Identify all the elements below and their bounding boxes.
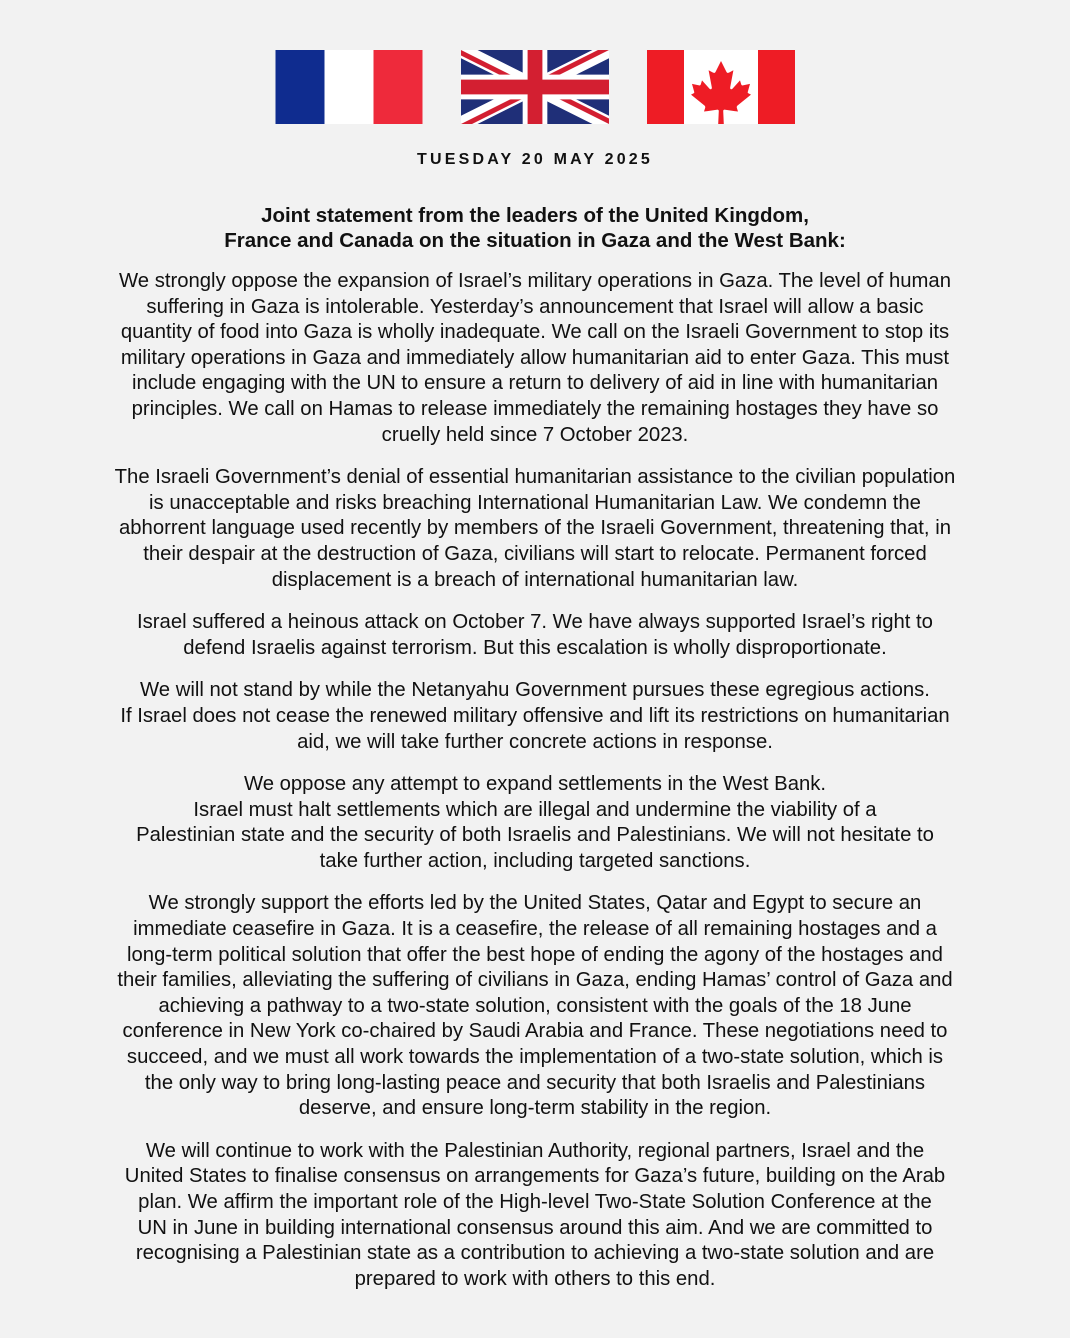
paragraph-line: long-term political solution that offer the best hope of ending the agony of the hostages and — [127, 943, 943, 966]
statement-body — [20, 269, 1050, 1309]
statement-date: TUESDAY 20 MAY 2025 — [416, 151, 654, 168]
paragraph-line: deserve, and ensure long-term stability in the region. — [298, 1097, 772, 1120]
paragraph-line: principles. We call on Hamas to release immediately the remaining hostages they have so — [131, 397, 939, 420]
paragraph-line: recognising a Palestinian state as a contribution to achieving a two-state solution and are — [135, 1242, 935, 1265]
paragraph-line: United States to finalise consensus on arrangements for Gaza’s future, building on the Arab — [124, 1165, 946, 1188]
uk-flag-icon — [461, 50, 609, 124]
paragraph-line: We will continue to work with the Palestinian Authority, regional partners, Israel and the — [145, 1139, 925, 1162]
paragraph-line: include engaging with the UN to ensure a return to delivery of aid in line with humanitarian — [131, 372, 939, 395]
paragraph-3 — [20, 610, 1050, 661]
paragraph-line: the only way to bring long-lasting peace and security that both Israelis and Palestinians — [144, 1071, 926, 1094]
paragraph-line: Israel suffered a heinous attack on October 7. We have always supported Israel’s right to — [137, 611, 933, 634]
paragraph-line: We oppose any attempt to expand settlements in the West Bank. — [243, 773, 827, 796]
paragraph-line: conference in New York co-chaired by Saudi Arabia and France. These negotiations need to — [122, 1020, 948, 1043]
paragraph-line: their families, alleviating the suffering of civilians in Gaza, ending Hamas’ control of Gaza and — [117, 969, 953, 992]
paragraph-7 — [20, 1139, 1050, 1293]
paragraph-line: suffering in Gaza is intolerable. Yesterday’s announcement that Israel will allow a basic — [146, 295, 924, 318]
paragraph-line: immediate ceasefire in Gaza. It is a ceasefire, the release of all remaining hostages and a — [133, 918, 937, 941]
paragraph-line: Palestinian state and the security of both Israelis and Palestinians. We will not hesitate to — [136, 824, 934, 847]
paragraph-line: displacement is a breach of international humanitarian law. — [271, 568, 799, 591]
paragraph-6 — [20, 891, 1050, 1121]
paragraph-line: military operations in Gaza and immediately allow humanitarian aid to enter Gaza. This must — [120, 346, 950, 369]
paragraph-1 — [20, 269, 1050, 448]
paragraph-line: We strongly oppose the expansion of Israel’s military operations in Gaza. The level of human — [119, 270, 951, 292]
canada-flag-right-band — [758, 50, 795, 124]
paragraph-line: achieving a pathway to a two-state solution, consistent with the goals of the 18 June — [158, 994, 912, 1017]
paragraph-line: aid, we will take further concrete actions in response. — [297, 730, 773, 753]
heading-line: Joint statement from the leaders of the United Kingdom, — [261, 204, 809, 227]
paragraph-2 — [20, 465, 1050, 593]
paragraph-line: UN in June in building international consensus around this aim. And we are committed to — [137, 1216, 933, 1239]
paragraph-line: The Israeli Government’s denial of essential humanitarian assistance to the civilian population — [114, 466, 956, 489]
france-flag-red-band — [374, 50, 423, 124]
paragraph-4 — [20, 678, 1050, 755]
paragraph-line: cruelly held since 7 October 2023. — [381, 423, 689, 446]
flags-row — [0, 50, 1070, 124]
paragraph-line: plan. We affirm the important role of the High-level Two-State Solution Conference at the — [138, 1191, 932, 1213]
canada-flag-left-band — [647, 50, 684, 124]
paragraph-line: Israel must halt settlements which are illegal and undermine the viability of a — [193, 798, 877, 821]
paragraph-5 — [20, 772, 1050, 874]
paragraph-line: their despair at the destruction of Gaza, civilians will start to relocate. Permanent forced — [143, 542, 927, 565]
france-flag-icon — [275, 50, 423, 124]
france-flag-blue-band — [276, 50, 325, 124]
paragraph-line: is unacceptable and risks breaching International Humanitarian Law. We condemn the — [149, 491, 921, 514]
paragraph-line: quantity of food into Gaza is wholly inadequate. We call on the Israeli Government to stop its — [120, 321, 950, 344]
paragraph-line: succeed, and we must all work towards the implementation of a two-state solution, which is — [126, 1046, 944, 1069]
paragraph-line: We will not stand by while the Netanyahu Government pursues these egregious actions. — [140, 679, 930, 702]
canada-flag-icon — [647, 50, 795, 124]
paragraph-line: If Israel does not cease the renewed military offensive and lift its restrictions on humanitarian — [120, 704, 950, 727]
paragraph-line: defend Israelis against terrorism. But this escalation is wholly disproportionate. — [183, 636, 887, 659]
heading-line: France and Canada on the situation in Gaza and the West Bank: — [224, 229, 846, 252]
paragraph-line: We strongly support the efforts led by the United States, Qatar and Egypt to secure an — [148, 892, 922, 915]
france-flag-white-band — [325, 50, 374, 124]
paragraph-line: abhorrent language used recently by members of the Israeli Government, threatening that, in — [118, 517, 951, 540]
paragraph-line: take further action, including targeted sanctions. — [319, 849, 751, 872]
statement-heading — [0, 203, 1070, 253]
paragraph-line: prepared to work with others to this end. — [354, 1267, 716, 1290]
